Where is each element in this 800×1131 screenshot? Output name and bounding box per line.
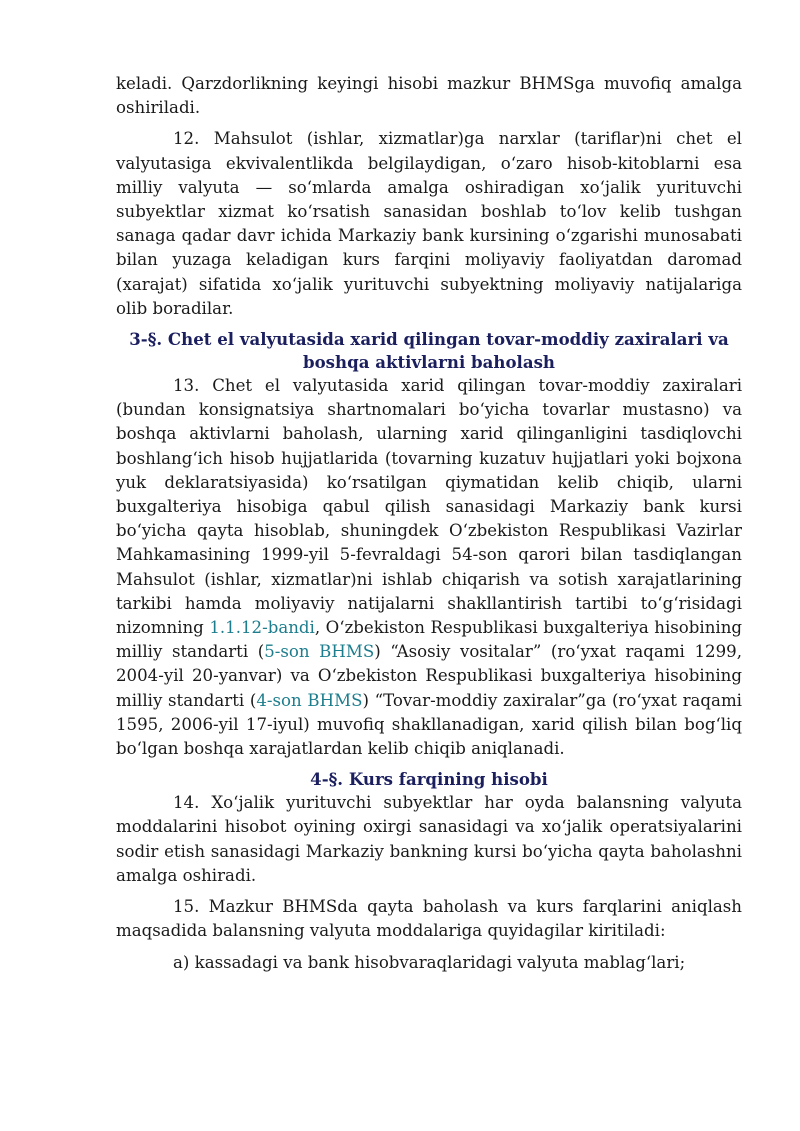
paragraph-continuation: keladi. Qarzdorlikning keyingi hisobi mazkur BHMSga muvofiq amalga oshiriladi. [116, 74, 742, 118]
list-item-a: a) kassadagi va bank hisobvaraqlaridagi valyuta mablagʻlari; [173, 952, 686, 972]
section-3-heading-line-2: boshqa aktivlarni baholash [303, 352, 555, 373]
section-4-heading: 4-§. Kurs farqining hisobi [310, 769, 548, 790]
paragraph-14: 14. Xoʻjalik yurituvchi subyektlar har oyda balansning valyuta moddalarini hisobot oyining oxirgi sanasidagi va xoʻjalik operatsiyalarini sodir etish sanasidagi Markaziy bankning kursi boʻyicha qayta baholashni amalga oshiradi. [116, 793, 742, 885]
paragraph-15: 15. Mazkur BHMSda qayta baholash va kurs farqlarini aniqlash maqsadida balansning valyuta moddalariga quyidagilar kiritiladi: [116, 897, 742, 941]
link-1-1-12-bandi[interactable]: 1.1.12-bandi [209, 618, 315, 638]
paragraph-13 [116, 374, 742, 761]
section-3-heading-line-1: 3-§. Chet el valyutasida xarid qilingan tovar-moddiy zaxiralari va [129, 329, 729, 350]
paragraph-13-text-a: 13. Chet el valyutasida xarid qilingan tovar-moddiy zaxiralari (bundan konsignatsiya shartnomalari boʻyicha tovarlar mustasno) va boshqa aktivlarni baholash, ularning xarid qilinganligini tasdiqlovchi boshlangʻich hisob hujjatlarida (tovarning kuzatuv hujjatlari yoki bojxona yuk deklaratsiyasida) koʻrsatilgan qiymatidan kelib chiqib, ularni buxgalteriya hisobiga qabul qilish sanasidagi Markaziy bank kursi boʻyicha qayta hisoblab, shuningdek Oʻzbekiston Respublikasi Vazirlar Mahkamasining 1999-yil 5-fevraldagi 54-son qarori bilan tasdiqlangan Mahsulot (ishlar, xizmatlar)ni ishlab chiqarish va sotish xarajatlarining tarkibi hamda moliyaviy natijalarni shakllantirish tartibi toʻgʻrisidagi nizomning [116, 376, 742, 638]
link-5-son-bhms[interactable]: 5-son BHMS [264, 642, 375, 662]
section-3-heading [116, 328, 742, 374]
paragraph-13-text-c: ) “Asosiy vositalar” (roʻyxat raqami 1299, 2004-yil 20-yanvar) va Oʻzbekiston Respublikasi buxgalteriya hisobining milliy standarti ( [116, 642, 742, 710]
paragraph-13-text-b: , Oʻzbekiston Respublikasi buxgalteriya hisobining milliy standarti ( [116, 618, 742, 662]
link-4-son-bhms[interactable]: 4-son BHMS [256, 690, 363, 710]
paragraph-13-text-d: ) “Tovar-moddiy zaxiralar”ga (roʻyxat raqami 1595, 2006-yil 17-iyul) muvofiq shakllanadigan, xarid qilish bilan bogʻliq boʻlgan boshqa xarajatlardan kelib chiqib aniqlanadi. [116, 690, 742, 759]
paragraph-12: 12. Mahsulot (ishlar, xizmatlar)ga narxlar (tariflar)ni chet el valyutasiga ekvivalentlikda belgilaydigan, oʻzaro hisob-kitoblarni esa milliy valyuta — soʻmlarda amalga oshiradigan xoʻjalik yurituvchi subyektlar xizmat koʻrsatish sanasidan boshlab toʻlov kelib tushgan sanaga qadar davr ichida Markaziy bank kursining oʻzgarishi munosabati bilan yuzaga keladigan kurs farqini moliyaviy faoliyatdan daromad (xarajat) sifatida xoʻjalik yurituvchi subyektning moliyaviy natijalariga olib boradilar. [116, 129, 742, 318]
